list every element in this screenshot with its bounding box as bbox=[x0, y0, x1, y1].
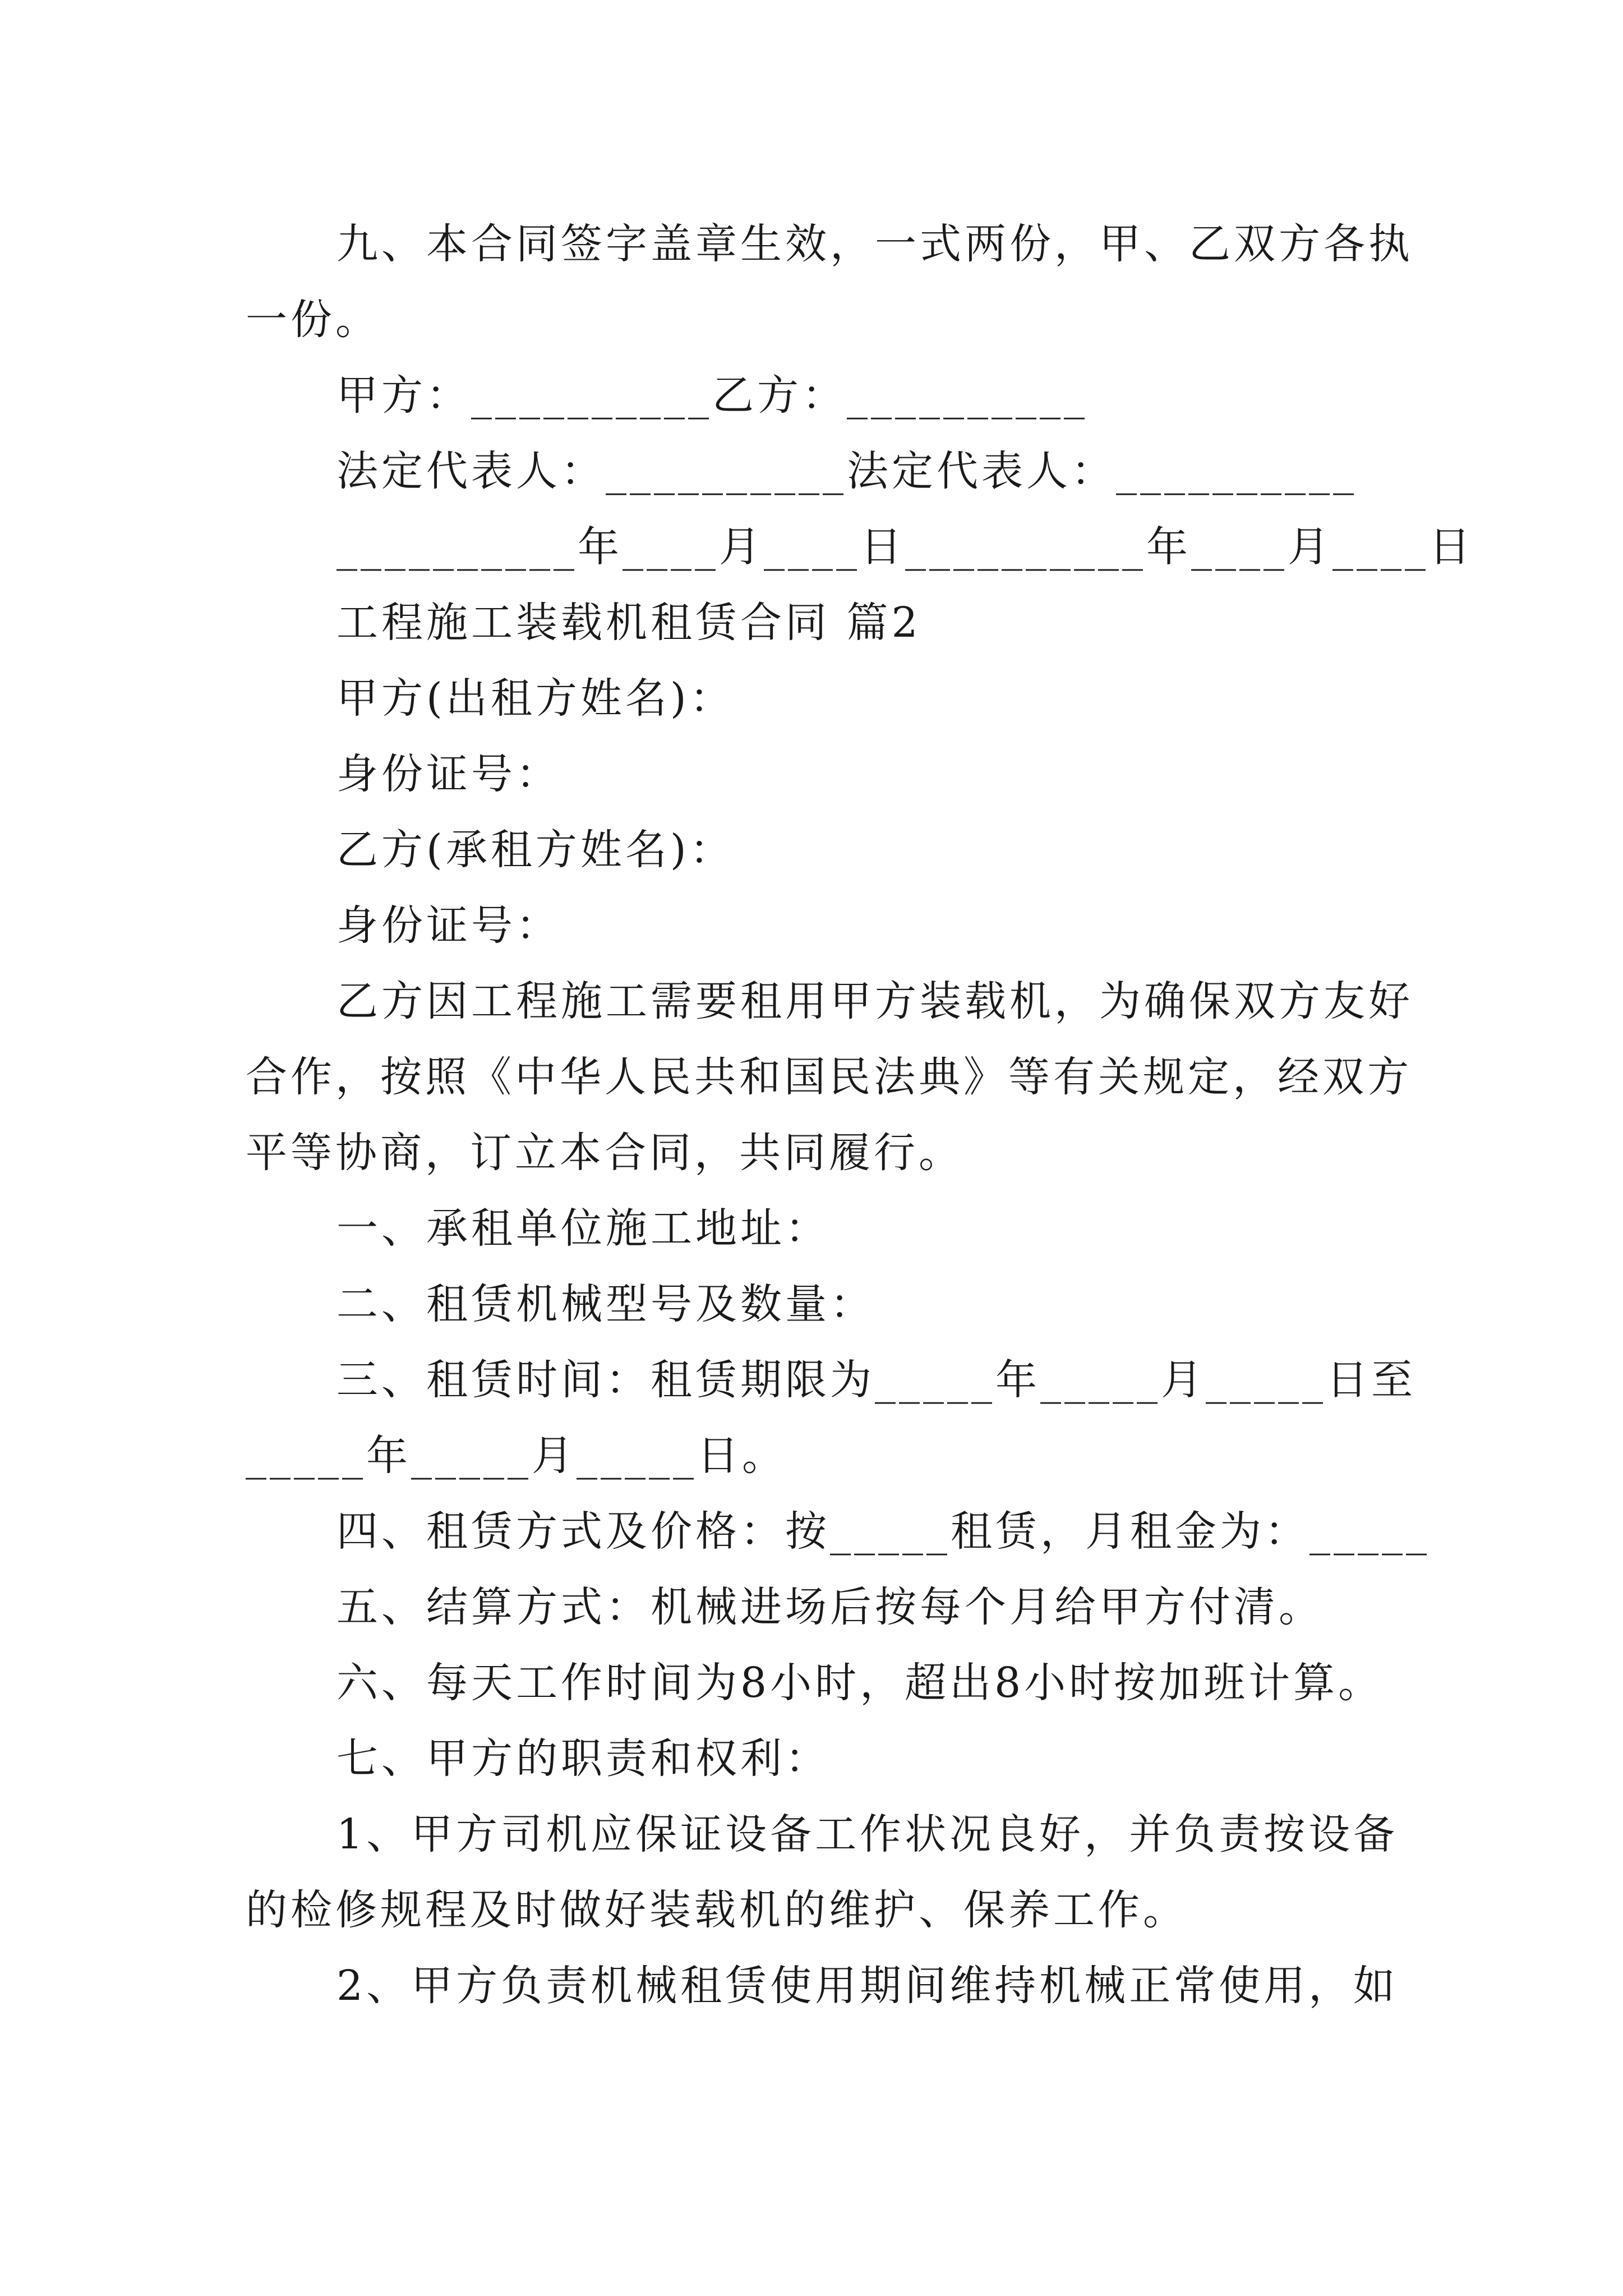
preamble-line-3: 平等协商，订立本合同，共同履行。 bbox=[246, 1129, 963, 1177]
clause-9-line-2: 一份。 bbox=[246, 296, 380, 344]
clause-5: 五、结算方式：机械进场后按每个月给甲方付清。 bbox=[336, 1583, 1324, 1631]
clause-2: 二、租赁机械型号及数量： bbox=[336, 1280, 875, 1328]
date-line: __________年____月____日__________年____月____日 bbox=[336, 523, 1474, 571]
clause-7-2-line-1: 2、甲方负责机械租赁使用期间维持机械正常使用，如 bbox=[336, 1962, 1399, 2010]
party-signature-line: 甲方：__________乙方：__________ bbox=[336, 371, 1088, 420]
clause-7: 七、甲方的职责和权利： bbox=[336, 1734, 830, 1783]
clause-1: 一、承租单位施工地址： bbox=[336, 1204, 830, 1253]
clause-3-line-1: 三、租赁时间：租赁期限为_____年_____月_____日至 bbox=[336, 1356, 1416, 1404]
legal-rep-line: 法定代表人：__________法定代表人：__________ bbox=[336, 447, 1357, 495]
lessor-id-line: 身份证号： bbox=[336, 750, 561, 798]
lessee-name-line: 乙方(承租方姓名)： bbox=[336, 826, 735, 874]
preamble-line-1: 乙方因工程施工需要租用甲方装载机，为确保双方友好 bbox=[336, 977, 1413, 1025]
clause-3-line-2: _____年_____月_____日。 bbox=[246, 1432, 787, 1480]
clause-6: 六、每天工作时间为8小时，超出8小时按加班计算。 bbox=[336, 1659, 1384, 1707]
clause-9-line-1: 九、本合同签字盖章生效，一式两份，甲、乙双方各执 bbox=[336, 220, 1413, 268]
clause-7-1-line-2: 的检修规程及时做好装载机的维护、保养工作。 bbox=[246, 1886, 1188, 1934]
clause-7-1-line-1: 1、甲方司机应保证设备工作状况良好，并负责按设备 bbox=[336, 1810, 1399, 1858]
lessee-id-line: 身份证号： bbox=[336, 901, 561, 950]
lessor-name-line: 甲方(出租方姓名)： bbox=[336, 674, 735, 723]
preamble-line-2: 合作，按照《中华人民共和国民法典》等有关规定，经双方 bbox=[246, 1053, 1412, 1101]
clause-4: 四、租赁方式及价格：按_____租赁，月租金为：_____ bbox=[336, 1507, 1430, 1556]
section-title: 工程施工装载机租赁合同 篇2 bbox=[336, 599, 921, 647]
